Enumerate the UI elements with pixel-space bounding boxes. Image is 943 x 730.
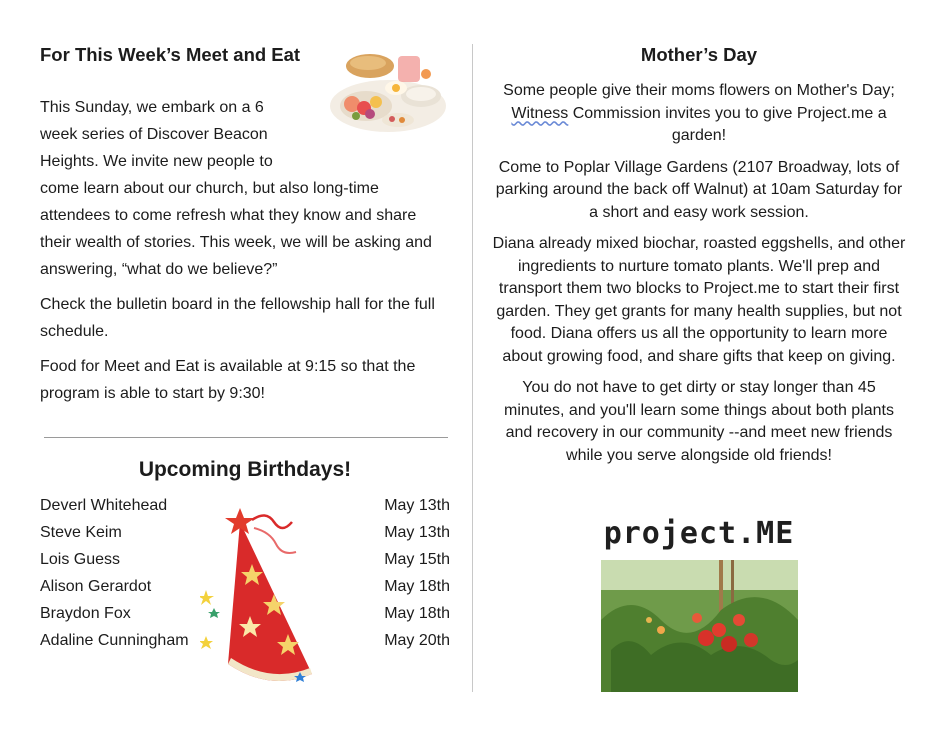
- breakfast-food-illustration: [326, 44, 448, 136]
- mothers-day-title: Mother’s Day: [640, 44, 758, 65]
- mothers-day-p1-end: Commission invites you to give Project.me a garden!: [568, 104, 887, 144]
- birthday-name: Deverl Whitehead: [40, 497, 168, 514]
- mothers-day-paragraph-2: Come to Poplar Village Gardens (2107 Broadway, lots of parking around the back off Walnut) at 10am Saturday for a short and easy work session.: [495, 158, 903, 221]
- witness-word: Witness: [511, 104, 569, 122]
- mothers-day-paragraph-1: [492, 80, 906, 148]
- project-me-logo: project.ME: [603, 516, 795, 551]
- birthday-name: Steve Keim: [40, 524, 122, 541]
- meet-and-eat-paragraph-2: Check the bulletin board in the fellowship hall for the full schedule.: [40, 296, 435, 340]
- meet-and-eat-rest: come learn about our church, but also long-time attendees to come refresh what they know and share their wealth of stories. This week, we will be asking and answering, “what do we believe?”: [40, 180, 432, 278]
- birthday-name: Alison Gerardot: [40, 578, 152, 595]
- meet-and-eat-line-2: week series of Discover Beacon: [40, 126, 268, 143]
- section-divider: [44, 437, 448, 438]
- birthday-name: Lois Guess: [40, 551, 121, 568]
- mothers-day-paragraph-3: Diana already mixed biochar, roasted eggshells, and other ingredients to nurture tomato plants. We'll prep and transport them two blocks to Project.me to start their first garden. They get grants for many health supplies, but not food. Diana offers us all the opportunity to learn more about growing food, and share gifts that keep on giving.: [492, 235, 906, 365]
- birthdays-title: Upcoming Birthdays!: [138, 458, 352, 481]
- birthday-date: May 18th: [384, 605, 450, 622]
- party-hat-icon: [200, 504, 318, 684]
- meet-and-eat-paragraph-3: Food for Meet and Eat is available at 9:15 so that the program is able to start by 9:30!: [40, 358, 416, 402]
- meet-and-eat-line-3: Heights. We invite new people to: [40, 153, 273, 170]
- left-column: [40, 42, 450, 649]
- column-divider: [472, 44, 473, 692]
- birthday-date: May 13th: [384, 524, 450, 541]
- mothers-day-p1-start: Some people give their moms flowers on Mother's Day;: [503, 82, 895, 99]
- birthday-date: May 20th: [384, 632, 450, 649]
- tomato-plants-photo: [601, 560, 798, 692]
- meet-and-eat-line-1: This Sunday, we embark on a 6: [40, 99, 264, 116]
- meet-and-eat-title: For This Week’s Meet and Eat: [40, 44, 301, 65]
- right-column: [492, 42, 906, 551]
- birthday-name: Braydon Fox: [40, 605, 131, 622]
- birthday-date: May 18th: [384, 578, 450, 595]
- birthday-name: Adaline Cunningham: [40, 632, 189, 649]
- birthday-date: May 15th: [384, 551, 450, 568]
- birthday-date: May 13th: [384, 497, 450, 514]
- mothers-day-paragraph-4: You do not have to get dirty or stay longer than 45 minutes, and you'll learn some things about both plants and recovery in our community --and meet new friends while you serve alongside old friends!: [504, 379, 894, 464]
